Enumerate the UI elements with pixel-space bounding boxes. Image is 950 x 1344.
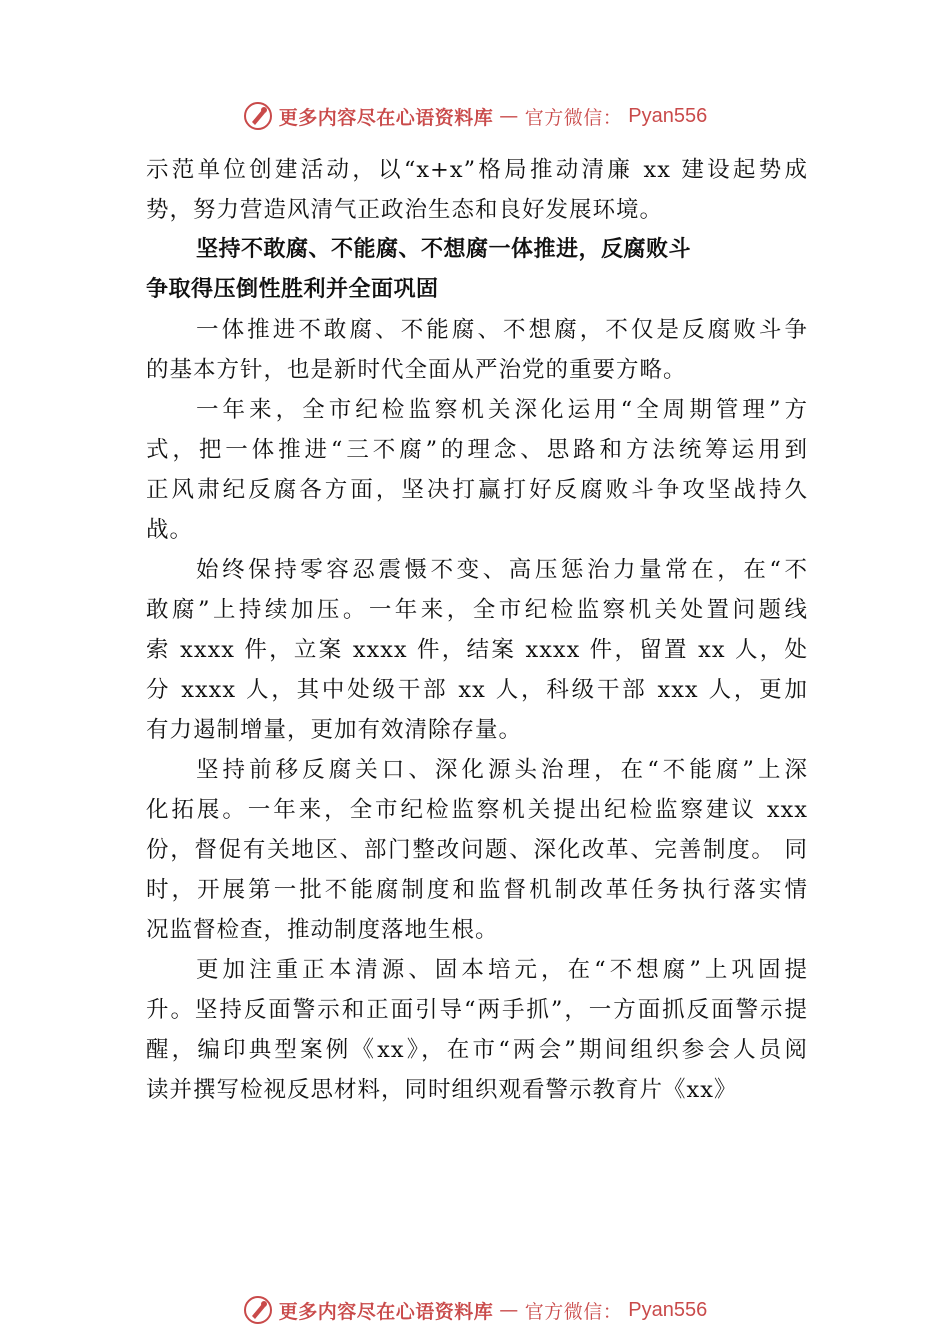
paragraph-line: 的基本方针，也是新时代全面从严治党的重要方略。 <box>146 357 687 383</box>
watermark-wechat-label: 官方微信： <box>524 1300 623 1323</box>
paragraph-line: 一年来，全市纪检监察机关深化运用“全周期管理”方 <box>196 397 808 423</box>
paragraph-line: 读并撰写检视反思材料，同时组织观看警示教育片《xx》 <box>146 1077 738 1103</box>
paragraph-line: 正风肃纪反腐各方面，坚决打赢打好反腐败斗争攻坚战持久 <box>146 477 808 503</box>
paragraph-line: 式，把一体推进“三不腐”的理念、思路和方法统筹运用到 <box>146 437 808 463</box>
brand-logo-icon <box>243 1295 273 1325</box>
brand-logo-icon <box>243 101 273 131</box>
paragraph-line: 坚持前移反腐关口、深化源头治理，在“不能腐”上深 <box>196 757 808 783</box>
section-heading-line: 争取得压倒性胜利并全面巩固 <box>146 277 439 302</box>
paragraph-line: 升。坚持反面警示和正面引导“两手抓”，一方面抓反面警示提 <box>146 997 808 1023</box>
paragraph-line: 有力遏制增量，更加有效清除存量。 <box>146 717 523 743</box>
paragraph-line: 化拓展。一年来，全市纪检监察机关提出纪检监察建议 xxx <box>146 797 808 823</box>
paragraph-line: 敢腐”上持续加压。一年来，全市纪检监察机关处置问题线 <box>146 597 808 623</box>
watermark-wechat-label: 官方微信： <box>524 106 623 129</box>
watermark-brand: 更多内容尽在心语资料库 <box>278 106 494 129</box>
paragraph-line: 始终保持零容忍震慑不变、高压惩治力量常在，在“不 <box>196 557 808 583</box>
watermark-separator: — <box>499 105 519 127</box>
paragraph-line: 示范单位创建活动，以“x+x”格局推动清廉 xx 建设起势成 <box>146 157 808 183</box>
document-body <box>146 150 808 1110</box>
watermark-wechat-id: Pyan556 <box>628 104 708 127</box>
watermark-footer <box>0 1290 950 1330</box>
watermark-wechat-id: Pyan556 <box>628 1298 708 1321</box>
paragraph-line: 况监督检查，推动制度落地生根。 <box>146 917 499 943</box>
paragraph-line: 醒，编印典型案例《xx》，在市“两会”期间组织参会人员阅 <box>146 1037 808 1063</box>
paragraph-line: 战。 <box>146 517 194 543</box>
paragraph-line: 更加注重正本清源、固本培元，在“不想腐”上巩固提 <box>196 957 808 983</box>
paragraph-line: 分 xxxx 人，其中处级干部 xx 人，科级干部 xxx 人，更加 <box>146 677 808 703</box>
watermark-header <box>0 96 950 136</box>
paragraph-line: 势，努力营造风清气正政治生态和良好发展环境。 <box>146 197 664 223</box>
watermark-separator: — <box>499 1299 519 1321</box>
paragraph-line: 一体推进不敢腐、不能腐、不想腐，不仅是反腐败斗争 <box>196 317 808 343</box>
section-heading-line: 坚持不敢腐、不能腐、不想腐一体推进，反腐败斗 <box>196 237 692 262</box>
paragraph-line: 时，开展第一批不能腐制度和监督机制改革任务执行落实情 <box>146 877 808 903</box>
watermark-brand: 更多内容尽在心语资料库 <box>278 1300 494 1323</box>
paragraph-line: 份，督促有关地区、部门整改问题、深化改革、完善制度。 同 <box>146 837 808 863</box>
paragraph-line: 索 xxxx 件，立案 xxxx 件，结案 xxxx 件，留置 xx 人，处 <box>146 637 808 663</box>
